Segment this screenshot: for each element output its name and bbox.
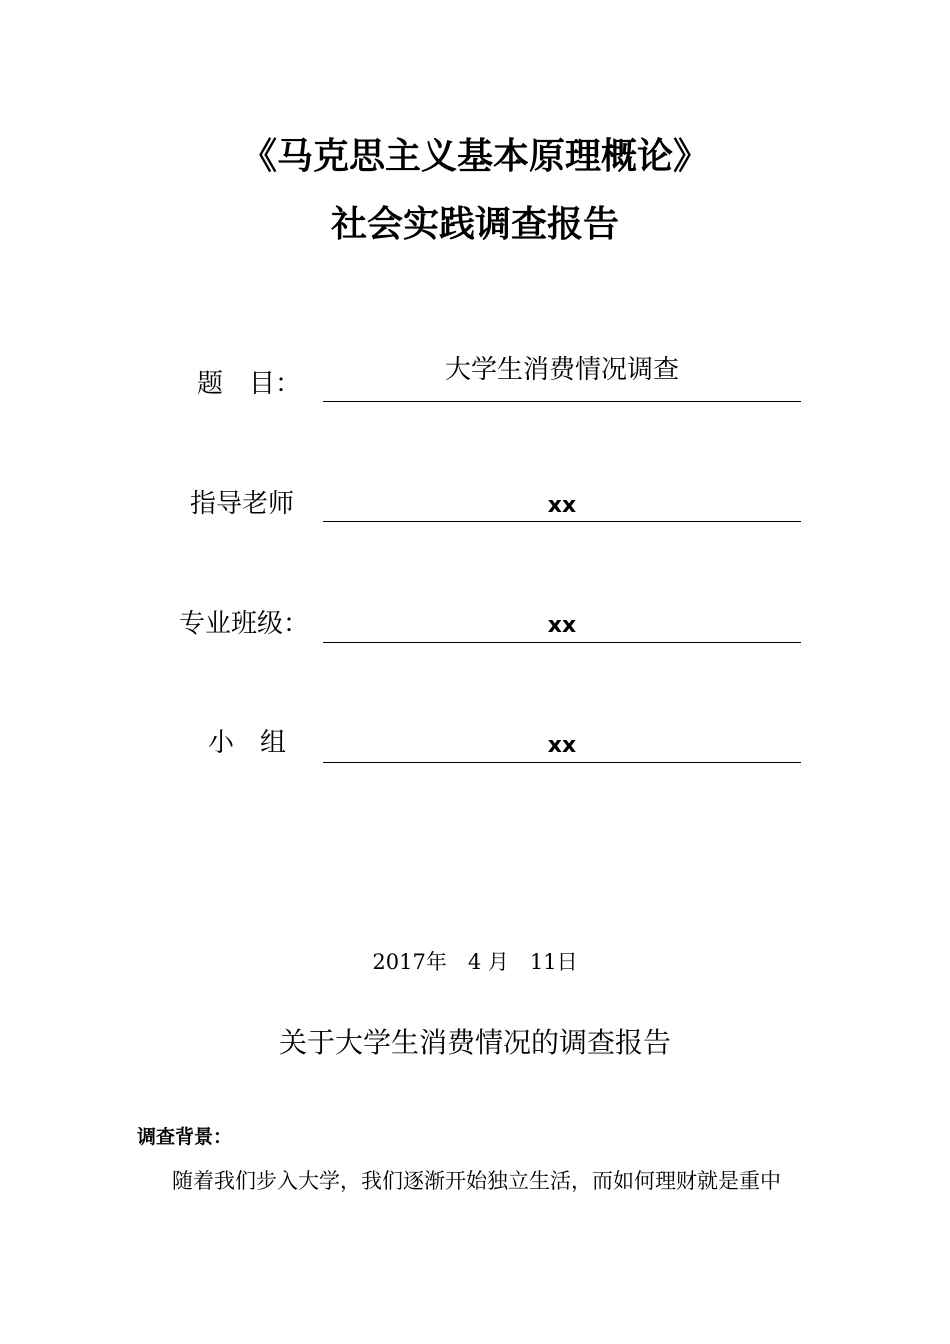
teacher-field bbox=[0, 476, 950, 536]
group-label: 小 组 bbox=[208, 728, 287, 758]
class-underline bbox=[323, 642, 801, 643]
teacher-label: 指导老师 bbox=[190, 489, 295, 519]
section-heading: 调查背景： bbox=[137, 1126, 233, 1148]
group-value: xx bbox=[547, 733, 577, 758]
topic-value: 大学生消费情况调查 bbox=[444, 355, 679, 385]
report-date: 2017年 4 月 11日 bbox=[372, 950, 578, 974]
group-field bbox=[0, 716, 950, 776]
report-heading: 关于大学生消费情况的调查报告 bbox=[278, 1026, 671, 1059]
document-title-line-1: 《马克思主义基本原理概论》 bbox=[240, 136, 709, 177]
topic-underline bbox=[323, 401, 801, 402]
class-field bbox=[0, 597, 950, 657]
body-paragraph: 随着我们步入大学，我们逐渐开始独立生活，而如何理财就是重中 bbox=[172, 1169, 781, 1193]
topic-label: 题 目： bbox=[197, 369, 302, 399]
teacher-value: xx bbox=[547, 493, 577, 518]
topic-field bbox=[0, 352, 950, 412]
document-title-line-2: 社会实践调查报告 bbox=[330, 204, 619, 245]
class-value: xx bbox=[547, 613, 577, 638]
class-label: 专业班级： bbox=[179, 609, 310, 639]
teacher-underline bbox=[323, 521, 801, 522]
group-underline bbox=[323, 762, 801, 763]
